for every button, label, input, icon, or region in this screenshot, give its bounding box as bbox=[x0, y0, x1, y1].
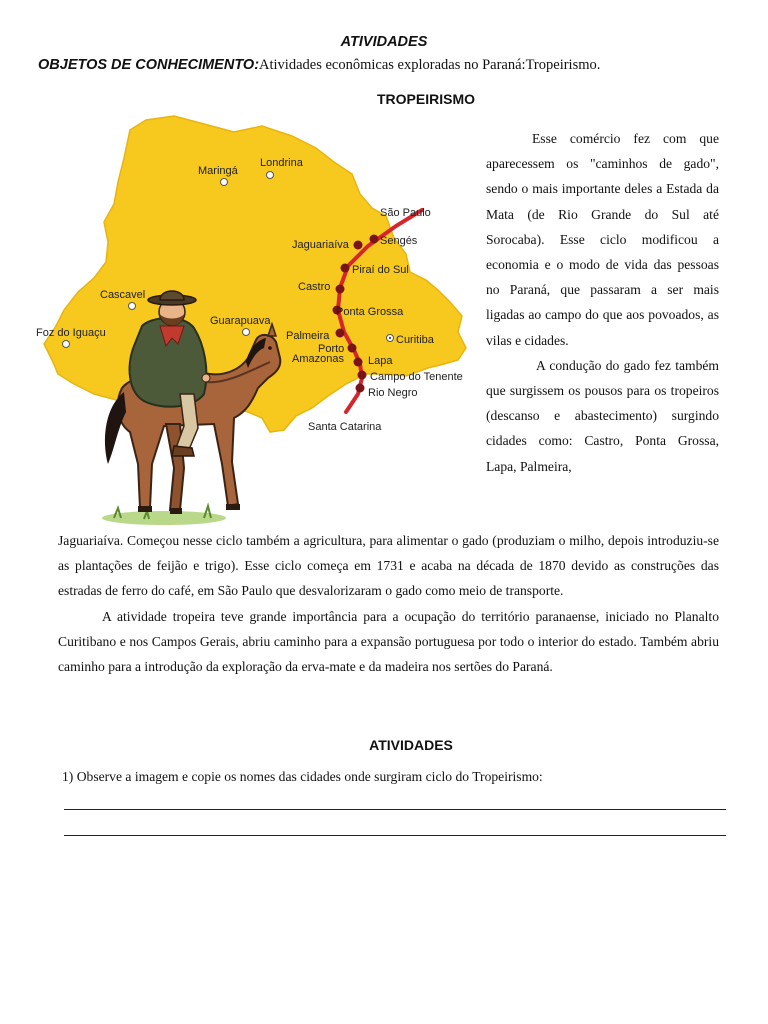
label-jaguariaiva: Jaguariaíva bbox=[292, 239, 349, 251]
label-curitiba: Curitiba bbox=[396, 334, 434, 346]
right-paragraph-2: A condução do gado fez também que surgissem os pousos para os tropeiros (descanso e abastecimento) surgindo cidades como: Castro, Ponta Grossa, Lapa, Palmeira, bbox=[486, 357, 719, 474]
label-londrina: Londrina bbox=[260, 157, 303, 169]
label-foz: Foz do Iguaçu bbox=[36, 327, 106, 339]
body-paragraph-1: Jaguariaíva. Começou nesse ciclo também a agricultura, para alimentar o gado (produziam o milho, depois introduziu-se as plantações de feijão e trigo). Esse ciclo começa em 1731 e acaba na década de 1870 devido as construções das estradas de ferro do café, em São Paulo que desvalorizaram o gado como meio de transporte. bbox=[58, 533, 719, 599]
stop-castro bbox=[336, 285, 345, 294]
page-header-title: ATIVIDADES bbox=[340, 34, 428, 50]
answer-line-2[interactable] bbox=[64, 835, 726, 836]
answer-line-1[interactable] bbox=[64, 809, 726, 810]
objetos-label: OBJETOS DE CONHECIMENTO: bbox=[38, 57, 260, 73]
dot-maringa bbox=[221, 179, 228, 186]
objetos-text: Atividades econômicas exploradas no Paraná:Tropeirismo. bbox=[259, 57, 601, 73]
stop-jaguariaiva bbox=[354, 241, 363, 250]
stop-lapa bbox=[354, 358, 363, 367]
objetos-line bbox=[38, 57, 600, 74]
section-title: TROPEIRISMO bbox=[376, 91, 475, 107]
body-text bbox=[58, 528, 719, 679]
label-pirai: Piraí do Sul bbox=[352, 264, 409, 276]
label-guarapuava: Guarapuava bbox=[210, 315, 271, 327]
body-paragraph-2: A atividade tropeira teve grande importância para a ocupação do território paranaense, iniciado no Planalto Curitibano e nos Campos Gerais, abriu caminho para a expansão portuguesa por todo o interior do estado. Também abriu caminho para a introdução da exploração da erva-mate e da madeira nos sertões do Paraná. bbox=[58, 608, 719, 675]
activities-title: ATIVIDADES bbox=[369, 737, 453, 753]
label-senges: Sengés bbox=[380, 235, 418, 247]
dot-cascavel bbox=[129, 303, 136, 310]
label-sao-paulo: São Paulo bbox=[380, 207, 431, 219]
question-1: 1) Observe a imagem e copie os nomes das cidades onde surgiram ciclo do Tropeirismo: bbox=[62, 769, 543, 784]
stop-campo-tenente bbox=[358, 371, 367, 380]
label-santa-catarina: Santa Catarina bbox=[308, 421, 382, 433]
label-amazonas: Amazonas bbox=[292, 353, 344, 365]
label-cascavel: Cascavel bbox=[100, 289, 146, 301]
label-porto: Porto bbox=[318, 343, 345, 355]
stop-pirai bbox=[341, 264, 350, 273]
label-rio-negro: Rio Negro bbox=[368, 387, 418, 399]
stop-senges bbox=[370, 235, 379, 244]
right-paragraph-1: Esse comércio fez com que aparecessem os "caminhos de gado", sendo o mais importante deles a Estada da Mata (de Rio Grande do Sul até Sorocaba). Esse ciclo modificou a economia e o modo de vida das pessoas no Paraná, que passaram a ser mais ligadas ao campo do que aos povoados, as vilas e cidades. bbox=[486, 131, 719, 348]
dot-londrina bbox=[267, 172, 274, 179]
label-palmeira: Palmeira bbox=[286, 330, 330, 342]
stop-rio-negro bbox=[356, 384, 365, 393]
stop-porto-amazonas bbox=[348, 344, 357, 353]
right-text-column bbox=[486, 126, 719, 479]
label-maringa: Maringá bbox=[198, 165, 238, 177]
dot-guarapuava bbox=[243, 329, 250, 336]
parana-map-figure bbox=[34, 112, 474, 532]
label-castro: Castro bbox=[298, 281, 331, 293]
dot-foz bbox=[63, 341, 70, 348]
stop-palmeira bbox=[336, 329, 345, 338]
label-lapa: Lapa bbox=[368, 355, 393, 367]
label-campo-tenente: Campo do Tenente bbox=[370, 371, 463, 383]
label-ponta-grossa: Ponta Grossa bbox=[336, 306, 404, 318]
